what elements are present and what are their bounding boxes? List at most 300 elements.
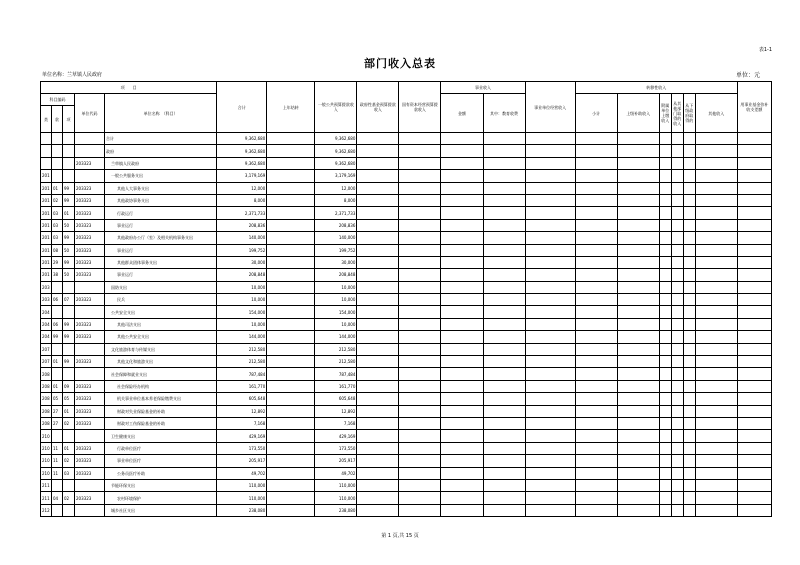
empty-cell: [525, 170, 575, 182]
empty-cell: [575, 343, 617, 355]
empty-cell: [737, 207, 771, 219]
unit-code-cell: 203323: [75, 356, 105, 368]
empty-cell: [575, 368, 617, 380]
header-lower-level: 从下级政府取得的: [683, 94, 695, 133]
empty-cell: [525, 467, 575, 479]
empty-cell: [399, 393, 441, 405]
item-cell: 50: [63, 244, 75, 256]
empty-cell: [671, 479, 683, 491]
empty-cell: [483, 269, 525, 281]
carryover-cell: [267, 306, 315, 318]
carryover-cell: [267, 393, 315, 405]
unit-code-cell: 203323: [75, 219, 105, 231]
general-budget-cell: 3,179,169: [315, 170, 357, 182]
empty-cell: [357, 442, 399, 454]
unit-code-cell: 203323: [75, 405, 105, 417]
empty-cell: [525, 479, 575, 491]
table-row: [41, 343, 772, 355]
table-row: [41, 430, 772, 442]
table-row: [41, 281, 772, 293]
unit-name-cell: 国防支出: [105, 281, 217, 293]
empty-cell: [737, 182, 771, 194]
carryover-cell: [267, 331, 315, 343]
header-business-income: 事业收入: [441, 82, 525, 94]
empty-cell: [659, 157, 671, 169]
empty-cell: [695, 318, 737, 330]
general-budget-cell: 9,362,680: [315, 133, 357, 145]
empty-cell: [737, 467, 771, 479]
item-cell: 01: [63, 442, 75, 454]
empty-cell: [671, 331, 683, 343]
table-row: [41, 467, 772, 479]
empty-cell: [575, 318, 617, 330]
item-cell: 99: [63, 356, 75, 368]
table-row: [41, 417, 772, 429]
unit-name-cell: 公共安全支出: [105, 306, 217, 318]
empty-cell: [399, 133, 441, 145]
class-cell: 201: [41, 194, 52, 206]
empty-cell: [617, 318, 659, 330]
class-cell: 207: [41, 343, 52, 355]
empty-cell: [399, 455, 441, 467]
empty-cell: [441, 492, 483, 504]
class-cell: [41, 157, 52, 169]
kind-cell: 03: [52, 232, 63, 244]
empty-cell: [659, 219, 671, 231]
empty-cell: [525, 405, 575, 417]
empty-cell: [683, 504, 695, 516]
general-budget-cell: 429,169: [315, 430, 357, 442]
empty-cell: [441, 244, 483, 256]
empty-cell: [671, 306, 683, 318]
kind-cell: [52, 479, 63, 491]
table-row: [41, 405, 772, 417]
empty-cell: [575, 442, 617, 454]
empty-cell: [357, 368, 399, 380]
unit-code-cell: 203323: [75, 331, 105, 343]
class-cell: 208: [41, 368, 52, 380]
kind-cell: [52, 133, 63, 145]
empty-cell: [683, 393, 695, 405]
table-row: [41, 368, 772, 380]
table-row: [41, 294, 772, 306]
general-budget-cell: 30,000: [315, 256, 357, 268]
total-cell: 205,917: [217, 455, 267, 467]
empty-cell: [737, 343, 771, 355]
class-cell: 204: [41, 331, 52, 343]
item-cell: 99: [63, 331, 75, 343]
empty-cell: [399, 479, 441, 491]
unit-name-cell: 事业运行: [105, 269, 217, 281]
class-cell: 203: [41, 281, 52, 293]
empty-cell: [399, 219, 441, 231]
empty-cell: [575, 157, 617, 169]
empty-cell: [357, 306, 399, 318]
empty-cell: [671, 318, 683, 330]
empty-cell: [737, 492, 771, 504]
empty-cell: [737, 256, 771, 268]
empty-cell: [575, 256, 617, 268]
kind-cell: 01: [52, 380, 63, 392]
empty-cell: [357, 269, 399, 281]
empty-cell: [737, 442, 771, 454]
empty-cell: [575, 504, 617, 516]
empty-cell: [737, 356, 771, 368]
general-budget-cell: 12,892: [315, 405, 357, 417]
header-fund-transfer: 用事业基金弥补收支差额: [737, 82, 771, 133]
total-cell: 238,080: [217, 504, 267, 516]
empty-cell: [617, 219, 659, 231]
unit-code-cell: 203323: [75, 442, 105, 454]
total-cell: 3,179,169: [217, 170, 267, 182]
empty-cell: [695, 157, 737, 169]
empty-cell: [617, 331, 659, 343]
unit-name-cell: 事业运行: [105, 219, 217, 231]
empty-cell: [695, 405, 737, 417]
carryover-cell: [267, 405, 315, 417]
empty-cell: [575, 331, 617, 343]
empty-cell: [357, 256, 399, 268]
empty-cell: [483, 318, 525, 330]
class-cell: 208: [41, 417, 52, 429]
total-cell: 787,484: [217, 368, 267, 380]
empty-cell: [617, 455, 659, 467]
empty-cell: [399, 504, 441, 516]
unit-name-cell: 城乡社区支出: [105, 504, 217, 516]
empty-cell: [617, 492, 659, 504]
unit-name-cell: 其他文化和旅游支出: [105, 356, 217, 368]
empty-cell: [671, 145, 683, 157]
header-education-fee: 其中：教育收费: [483, 94, 525, 133]
empty-cell: [483, 504, 525, 516]
unit-code-cell: 203323: [75, 417, 105, 429]
empty-cell: [525, 294, 575, 306]
empty-cell: [695, 232, 737, 244]
table-row: [41, 207, 772, 219]
empty-cell: [737, 393, 771, 405]
empty-cell: [659, 207, 671, 219]
class-cell: 208: [41, 405, 52, 417]
empty-cell: [399, 467, 441, 479]
empty-cell: [483, 244, 525, 256]
empty-cell: [659, 442, 671, 454]
empty-cell: [737, 145, 771, 157]
empty-cell: [357, 405, 399, 417]
header-class: 类: [41, 106, 52, 133]
unit-code-cell: 203323: [75, 380, 105, 392]
empty-cell: [671, 430, 683, 442]
general-budget-cell: 144,000: [315, 331, 357, 343]
item-cell: 50: [63, 219, 75, 231]
kind-cell: [52, 145, 63, 157]
empty-cell: [483, 430, 525, 442]
empty-cell: [683, 170, 695, 182]
empty-cell: [357, 331, 399, 343]
table-row: [41, 356, 772, 368]
table-row: [41, 170, 772, 182]
empty-cell: [399, 430, 441, 442]
empty-cell: [617, 343, 659, 355]
item-cell: [63, 504, 75, 516]
kind-cell: 99: [52, 331, 63, 343]
empty-cell: [695, 504, 737, 516]
carryover-cell: [267, 492, 315, 504]
general-budget-cell: 208,848: [315, 269, 357, 281]
total-cell: 2,371,733: [217, 207, 267, 219]
empty-cell: [483, 331, 525, 343]
class-cell: 211: [41, 479, 52, 491]
item-cell: 07: [63, 294, 75, 306]
general-budget-cell: 161,770: [315, 380, 357, 392]
empty-cell: [441, 182, 483, 194]
table-row: [41, 256, 772, 268]
empty-cell: [737, 405, 771, 417]
empty-cell: [683, 380, 695, 392]
empty-cell: [659, 368, 671, 380]
class-cell: 201: [41, 256, 52, 268]
unit-code-cell: 203323: [75, 393, 105, 405]
item-cell: [63, 368, 75, 380]
empty-cell: [671, 269, 683, 281]
header-transfer-income: 转移性收入: [575, 82, 737, 94]
empty-cell: [695, 182, 737, 194]
header-inter-gov: 从其他部门取得的收入: [671, 94, 683, 133]
empty-cell: [399, 256, 441, 268]
empty-cell: [483, 467, 525, 479]
empty-cell: [659, 343, 671, 355]
empty-cell: [441, 194, 483, 206]
empty-cell: [671, 170, 683, 182]
item-cell: [63, 133, 75, 145]
item-cell: 99: [63, 194, 75, 206]
empty-cell: [575, 281, 617, 293]
unit-code-cell: 203323: [75, 492, 105, 504]
item-cell: [63, 479, 75, 491]
item-cell: 09: [63, 380, 75, 392]
unit-name-cell: 社会保险经办机构: [105, 380, 217, 392]
header-affiliated: 附属单位上缴收入: [659, 94, 671, 133]
empty-cell: [525, 269, 575, 281]
unit-label: 单位名称：兰草镇人民政府: [42, 72, 103, 78]
empty-cell: [483, 207, 525, 219]
carryover-cell: [267, 219, 315, 231]
empty-cell: [441, 294, 483, 306]
empty-cell: [357, 219, 399, 231]
empty-cell: [575, 207, 617, 219]
empty-cell: [483, 479, 525, 491]
kind-cell: [52, 157, 63, 169]
empty-cell: [525, 430, 575, 442]
empty-cell: [683, 455, 695, 467]
total-cell: 8,000: [217, 194, 267, 206]
header-business-operation: 事业单位经营收入: [525, 82, 575, 133]
empty-cell: [483, 417, 525, 429]
empty-cell: [575, 294, 617, 306]
empty-cell: [695, 479, 737, 491]
table-row: [41, 479, 772, 491]
empty-cell: [357, 133, 399, 145]
empty-cell: [483, 343, 525, 355]
empty-cell: [617, 356, 659, 368]
header-project: 项 目: [41, 82, 217, 94]
item-cell: [63, 281, 75, 293]
unit-code-cell: [75, 504, 105, 516]
empty-cell: [441, 157, 483, 169]
unit-name-cell: 事业单位医疗: [105, 455, 217, 467]
unit-name-cell: 政府: [105, 145, 217, 157]
empty-cell: [525, 219, 575, 231]
empty-cell: [357, 182, 399, 194]
empty-cell: [617, 194, 659, 206]
empty-cell: [441, 306, 483, 318]
empty-cell: [617, 368, 659, 380]
kind-cell: 11: [52, 467, 63, 479]
empty-cell: [525, 256, 575, 268]
empty-cell: [737, 194, 771, 206]
empty-cell: [525, 417, 575, 429]
carryover-cell: [267, 232, 315, 244]
empty-cell: [695, 281, 737, 293]
class-cell: 210: [41, 467, 52, 479]
empty-cell: [399, 331, 441, 343]
general-budget-cell: 10,000: [315, 281, 357, 293]
item-cell: 99: [63, 232, 75, 244]
total-cell: 10,000: [217, 318, 267, 330]
empty-cell: [683, 306, 695, 318]
total-cell: 9,362,680: [217, 133, 267, 145]
item-cell: [63, 157, 75, 169]
empty-cell: [357, 356, 399, 368]
item-cell: 02: [63, 417, 75, 429]
unit-code-cell: 203323: [75, 194, 105, 206]
empty-cell: [441, 356, 483, 368]
empty-cell: [483, 455, 525, 467]
empty-cell: [399, 157, 441, 169]
table-row: [41, 219, 772, 231]
empty-cell: [683, 331, 695, 343]
empty-cell: [525, 207, 575, 219]
empty-cell: [671, 442, 683, 454]
empty-cell: [483, 232, 525, 244]
carryover-cell: [267, 442, 315, 454]
kind-cell: 11: [52, 455, 63, 467]
empty-cell: [441, 368, 483, 380]
empty-cell: [399, 232, 441, 244]
empty-cell: [357, 430, 399, 442]
unit-code-cell: [75, 145, 105, 157]
empty-cell: [483, 219, 525, 231]
empty-cell: [525, 318, 575, 330]
kind-cell: 04: [52, 492, 63, 504]
general-budget-cell: 173,550: [315, 442, 357, 454]
empty-cell: [659, 133, 671, 145]
kind-cell: [52, 281, 63, 293]
carryover-cell: [267, 133, 315, 145]
empty-cell: [441, 232, 483, 244]
item-cell: 05: [63, 393, 75, 405]
empty-cell: [683, 318, 695, 330]
empty-cell: [441, 219, 483, 231]
empty-cell: [525, 504, 575, 516]
table-row: [41, 331, 772, 343]
unit-code-cell: [75, 430, 105, 442]
kind-cell: 08: [52, 244, 63, 256]
empty-cell: [659, 479, 671, 491]
empty-cell: [695, 194, 737, 206]
empty-cell: [357, 380, 399, 392]
table-row: [41, 244, 772, 256]
total-cell: 154,000: [217, 306, 267, 318]
empty-cell: [399, 306, 441, 318]
header-state-capital: 国有资本经营预算拨款收入: [399, 82, 441, 133]
empty-cell: [671, 492, 683, 504]
kind-cell: 01: [52, 356, 63, 368]
empty-cell: [617, 182, 659, 194]
carryover-cell: [267, 207, 315, 219]
empty-cell: [483, 281, 525, 293]
general-budget-cell: 787,484: [315, 368, 357, 380]
empty-cell: [525, 133, 575, 145]
empty-cell: [659, 256, 671, 268]
total-cell: 173,550: [217, 442, 267, 454]
kind-cell: 02: [52, 194, 63, 206]
kind-cell: [52, 430, 63, 442]
empty-cell: [441, 269, 483, 281]
total-cell: 12,892: [217, 405, 267, 417]
empty-cell: [659, 331, 671, 343]
empty-cell: [737, 380, 771, 392]
empty-cell: [399, 194, 441, 206]
item-cell: [63, 170, 75, 182]
empty-cell: [399, 244, 441, 256]
empty-cell: [357, 318, 399, 330]
table-body: [41, 133, 772, 517]
kind-cell: 05: [52, 393, 63, 405]
empty-cell: [737, 157, 771, 169]
unit-name-cell: 一般公共服务支出: [105, 170, 217, 182]
total-cell: 140,000: [217, 232, 267, 244]
empty-cell: [357, 194, 399, 206]
kind-cell: 29: [52, 256, 63, 268]
sheet-id: 表1-1: [758, 47, 772, 53]
empty-cell: [575, 467, 617, 479]
empty-cell: [671, 455, 683, 467]
empty-cell: [737, 504, 771, 516]
empty-cell: [441, 393, 483, 405]
empty-cell: [357, 207, 399, 219]
empty-cell: [441, 256, 483, 268]
empty-cell: [357, 145, 399, 157]
empty-cell: [399, 442, 441, 454]
kind-cell: [52, 368, 63, 380]
class-cell: 210: [41, 455, 52, 467]
total-cell: 208,848: [217, 269, 267, 281]
kind-cell: [52, 170, 63, 182]
carryover-cell: [267, 430, 315, 442]
total-cell: 605,648: [217, 393, 267, 405]
total-cell: 30,000: [217, 256, 267, 268]
empty-cell: [575, 405, 617, 417]
empty-cell: [695, 417, 737, 429]
item-cell: 99: [63, 318, 75, 330]
empty-cell: [399, 318, 441, 330]
carryover-cell: [267, 380, 315, 392]
general-budget-cell: 9,362,680: [315, 157, 357, 169]
total-cell: 212,580: [217, 343, 267, 355]
empty-cell: [575, 269, 617, 281]
kind-cell: [52, 306, 63, 318]
carryover-cell: [267, 479, 315, 491]
